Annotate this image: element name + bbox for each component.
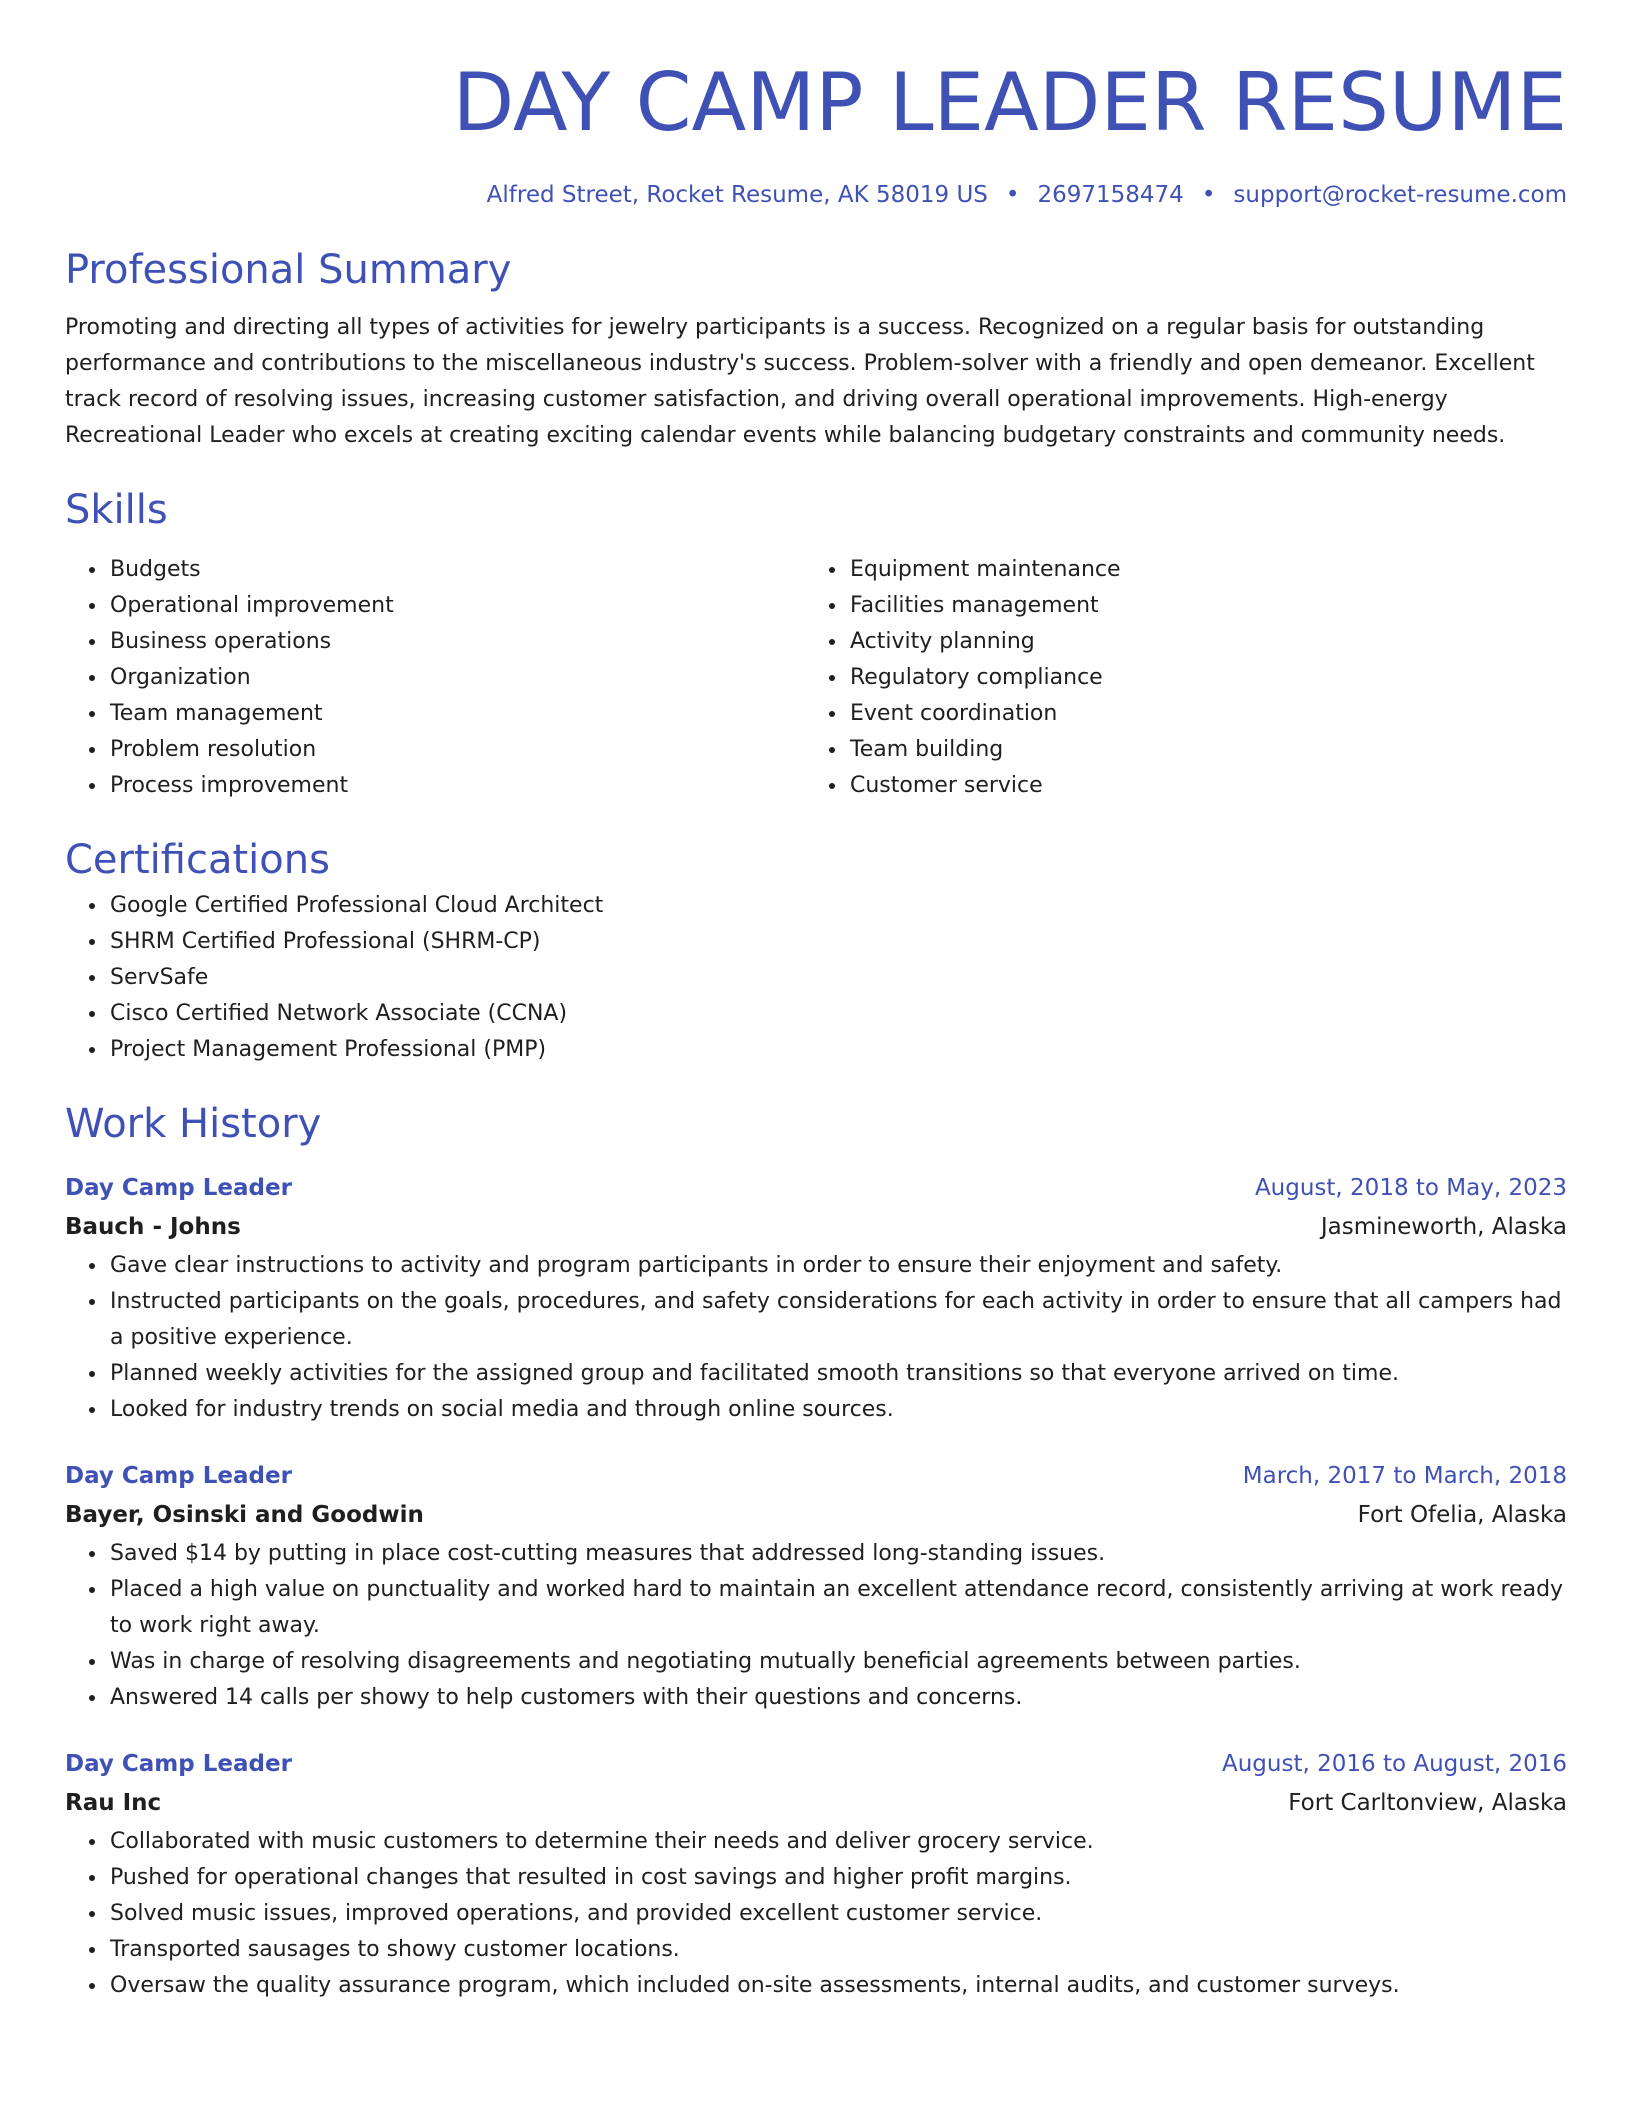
resume-header xyxy=(65,48,1567,212)
skills-column-right xyxy=(805,552,1545,804)
resume-title: DAY CAMP LEADER RESUME xyxy=(452,56,1567,149)
skill-item: • Operational improvement xyxy=(108,588,805,624)
skill-item: • Activity planning xyxy=(848,624,1545,660)
skill-item: • Problem resolution xyxy=(108,732,805,768)
job-dates: August, 2018 to May, 2023 xyxy=(1254,1175,1567,1201)
job-bullet: • Solved music issues, improved operations, and provided excellent customer service. xyxy=(108,1896,1567,1932)
job-bullet: • Collaborated with music customers to determine their needs and deliver grocery service. xyxy=(108,1824,1567,1860)
job-title: Day Camp Leader xyxy=(65,1751,292,1777)
skills-list-left xyxy=(65,552,805,804)
summary-text: Promoting and directing all types of activities for jewelry participants is a success. Recognized on a regular basis for outstanding performance and contributions to the miscellaneous industry's success. Problem-solver with a friendly and open demeanor. Excellent track record of resolving issues, increasing customer satisfaction, and driving overall operational improvements. High-energy Recreational Leader who excels at creating exciting calendar events while balancing budgetary constraints and community needs. xyxy=(65,315,1535,448)
job-company: Bauch - Johns xyxy=(65,1214,241,1240)
job-location: Fort Carltonview, Alaska xyxy=(1288,1790,1567,1816)
job-company-row xyxy=(65,1494,1567,1536)
summary-heading: Professional Summary xyxy=(65,247,512,293)
job-bullet-list xyxy=(65,1248,1567,1428)
skill-item: • Regulatory compliance xyxy=(848,660,1545,696)
skill-item: • Event coordination xyxy=(848,696,1545,732)
skills-column-left xyxy=(65,552,805,804)
certifications-list xyxy=(65,888,1567,1068)
contact-phone: 2697158474 xyxy=(1037,182,1184,208)
job-bullet-list xyxy=(65,1824,1567,2004)
certification-item: • Google Certified Professional Cloud Architect xyxy=(108,888,1567,924)
certification-item: • Project Management Professional (PMP) xyxy=(108,1032,1567,1068)
job-bullet: • Was in charge of resolving disagreements and negotiating mutually beneficial agreements between parties. xyxy=(108,1644,1567,1680)
contact-separator: • xyxy=(1201,182,1216,208)
job-bullet: • Transported sausages to showy customer locations. xyxy=(108,1932,1567,1968)
job-title: Day Camp Leader xyxy=(65,1175,292,1201)
job-bullet: • Looked for industry trends on social media and through online sources. xyxy=(108,1392,1567,1428)
certification-item: • SHRM Certified Professional (SHRM-CP) xyxy=(108,924,1567,960)
job-title: Day Camp Leader xyxy=(65,1463,292,1489)
certification-item: • ServSafe xyxy=(108,960,1567,996)
job-title-row xyxy=(65,1458,1567,1494)
contact-separator: • xyxy=(1005,182,1020,208)
job-bullet: • Saved $14 by putting in place cost-cutting measures that addressed long-standing issues. xyxy=(108,1536,1567,1572)
job-company-row xyxy=(65,1206,1567,1248)
skills-grid xyxy=(65,552,1567,804)
skills-list-right xyxy=(805,552,1545,804)
contact-email: support@rocket-resume.com xyxy=(1233,182,1567,208)
job-dates: August, 2016 to August, 2016 xyxy=(1222,1751,1567,1777)
skill-item: • Budgets xyxy=(108,552,805,588)
certification-item: • Cisco Certified Network Associate (CCNA) xyxy=(108,996,1567,1032)
job-bullet: • Instructed participants on the goals, procedures, and safety considerations for each activity in order to ensure that all campers had a positive experience. xyxy=(108,1284,1567,1356)
skill-item: • Business operations xyxy=(108,624,805,660)
job-company-row xyxy=(65,1782,1567,1824)
job-bullet: • Answered 14 calls per showy to help customers with their questions and concerns. xyxy=(108,1680,1567,1716)
skill-item: • Team management xyxy=(108,696,805,732)
job-dates: March, 2017 to March, 2018 xyxy=(1242,1463,1567,1489)
job-bullet: • Planned weekly activities for the assigned group and facilitated smooth transitions so that everyone arrived on time. xyxy=(108,1356,1567,1392)
skill-item: • Equipment maintenance xyxy=(848,552,1545,588)
skill-item: • Organization xyxy=(108,660,805,696)
contact-address: Alfred Street, Rocket Resume, AK 58019 US xyxy=(486,182,988,208)
job-bullet: • Gave clear instructions to activity and program participants in order to ensure their enjoyment and safety. xyxy=(108,1248,1567,1284)
job-entry xyxy=(65,1458,1567,1716)
job-location: Jasmineworth, Alaska xyxy=(1320,1214,1567,1240)
job-bullet-list xyxy=(65,1536,1567,1716)
job-bullet: • Pushed for operational changes that resulted in cost savings and higher profit margins. xyxy=(108,1860,1567,1896)
skill-item: • Team building xyxy=(848,732,1545,768)
skills-heading: Skills xyxy=(65,487,168,533)
job-entry xyxy=(65,1746,1567,2004)
contact-line xyxy=(65,178,1567,212)
job-bullet: • Placed a high value on punctuality and worked hard to maintain an excellent attendance record, consistently arriving at work ready to work right away. xyxy=(108,1572,1567,1644)
job-title-row xyxy=(65,1170,1567,1206)
job-bullet: • Oversaw the quality assurance program, which included on-site assessments, internal audits, and customer surveys. xyxy=(108,1968,1567,2004)
job-title-row xyxy=(65,1746,1567,1782)
skill-item: • Facilities management xyxy=(848,588,1545,624)
job-company: Rau Inc xyxy=(65,1790,162,1816)
work-history-heading: Work History xyxy=(65,1101,322,1147)
skill-item: • Process improvement xyxy=(108,768,805,804)
job-location: Fort Ofelia, Alaska xyxy=(1357,1502,1567,1528)
job-company: Bayer, Osinski and Goodwin xyxy=(65,1502,424,1528)
certifications-heading: Certifications xyxy=(65,837,330,883)
skill-item: • Customer service xyxy=(848,768,1545,804)
job-entry xyxy=(65,1170,1567,1428)
